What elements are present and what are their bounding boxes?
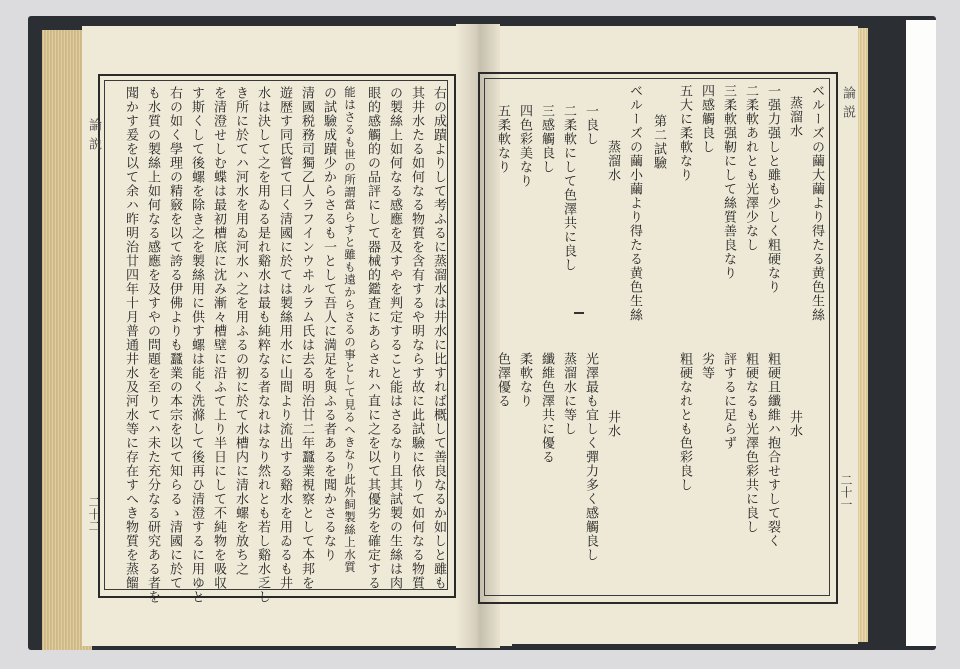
right-text-column: 光澤最も宜しく彈力多く感觸良し: [583, 352, 598, 562]
left-text-column: 能はさるも世の所謂當らすと雖も遠からさるの事として見るへきなり此外飼製絲上水質: [343, 86, 357, 574]
right-section-heading: 第二試驗: [651, 114, 666, 170]
right-text-column: 粗硬なるも光澤色彩共に良し: [743, 352, 758, 534]
right-text-column: 粗硬且纖維ハ抱合せすして裂く: [765, 352, 780, 548]
right-text-column: 粗硬なれとも色彩良し: [677, 352, 692, 492]
left-text-column: 清國税務司獨乙人ラフインウヰルラム氏は去る明治廿二年蠶業視察として本邦を: [299, 86, 314, 590]
left-text-column: 水は決して之を用ゐる是れ谿水は最も純粹なる者なれはなり然れとも若し谿水乏し: [255, 86, 270, 604]
right-text-column: 二柔軟にして色澤共に良し: [561, 104, 576, 272]
right-text-column: 纖維色澤共に優る: [539, 352, 554, 464]
right-label: 蒸溜水: [787, 96, 802, 138]
right-heading: ベルーズの繭小繭より得たる黄色生絲: [627, 84, 642, 322]
left-text-column: 其井水たる如何なる物質を含有するや明ならす故に此試驗に依りて如何なる物質: [409, 86, 424, 590]
right-text-column: 蒸溜水に等し: [561, 352, 576, 436]
left-text-column: す斯くして後螺を除き之を製絲用に供す螺は能く洗滌して後再ひ清澄するに用ゆと: [189, 86, 204, 604]
right-label: 井水: [787, 410, 802, 438]
right-text-column: 劣等: [699, 352, 714, 380]
right-page-number: 二十一: [839, 474, 853, 510]
right-text-column: 三感觸良し: [539, 104, 554, 174]
left-page-number: 二十二: [87, 496, 101, 532]
right-text-column: 四色彩美なり: [517, 104, 532, 188]
left-text-column: 聞かす爰を以て余ハ昨明治廿四年十月普通井水及河水等に存在すへき物質を蒸餾: [123, 86, 138, 590]
right-text-column: 四感觸良し: [699, 84, 714, 154]
right-text-column: 三柔軟强靭にして絲質善良なり: [721, 84, 736, 280]
left-text-column: の製絲上如何なる感應を及すやを判定すること能はさるなり且其試製の生絲は肉: [387, 86, 402, 590]
right-text-column: 評するに足らず: [721, 352, 736, 450]
separator-dash: [574, 312, 584, 314]
left-text-column: の試驗成蹟少からさるも一として吾人に満足を與ふる者あるを聞かさるなり: [321, 86, 336, 562]
left-margin-label: 論説: [86, 118, 101, 156]
left-text-column: 右の如く學理の精竅を以て誇る伊佛よりも蠶業の本宗を以て知らるゝ清國に於て: [167, 86, 182, 590]
right-text-column: 一强力强しと雖も少しく粗硬なり: [765, 84, 780, 294]
left-text-column: き所に於てハ河水を用ゐ河水ハ之を用ふるの初に於て水槽内に清水螺を放ち之: [233, 86, 248, 576]
right-text-column: 五柔軟なり: [495, 104, 510, 174]
left-text-column: を清澄せしむ蝶は最初槽底に沈み漸々槽壁に沿ふて上り半日にして不純物を吸収: [211, 86, 226, 590]
left-text-column: 遊歴す同氏嘗て曰く清國に於ては製絲用水に山間より流出する谿水を用ゐるも井: [277, 86, 292, 590]
left-text-column: 眼的感觸的の品評にして器械的鑑査にあらされハ直に之を以て其優劣を確定する: [365, 86, 380, 590]
left-text-column: 右の成蹟よりして考ふるに蒸溜水は井水に比すれば概して善良なるか如しと雖も: [431, 86, 446, 590]
right-text-column: 色澤優る: [495, 352, 510, 408]
left-text-column: も水質の製絲上如何なる感應を及すやの問題を至りてハ未た充分なる研究ある者を: [145, 86, 160, 604]
right-heading: ベルーズの繭大繭より得たる黄色生絲: [809, 84, 824, 322]
right-text-column: 一良し: [583, 104, 598, 146]
right-text-column: 柔軟なり: [517, 352, 532, 408]
right-text-column: 二柔軟あれとも光澤少なし: [743, 84, 758, 252]
right-margin-label: 論説: [840, 86, 855, 124]
cover-edge: [906, 20, 936, 646]
right-label: 井水: [605, 410, 620, 438]
right-label: 蒸溜水: [605, 140, 620, 182]
right-text-column: 五大に柔軟なり: [677, 84, 692, 182]
